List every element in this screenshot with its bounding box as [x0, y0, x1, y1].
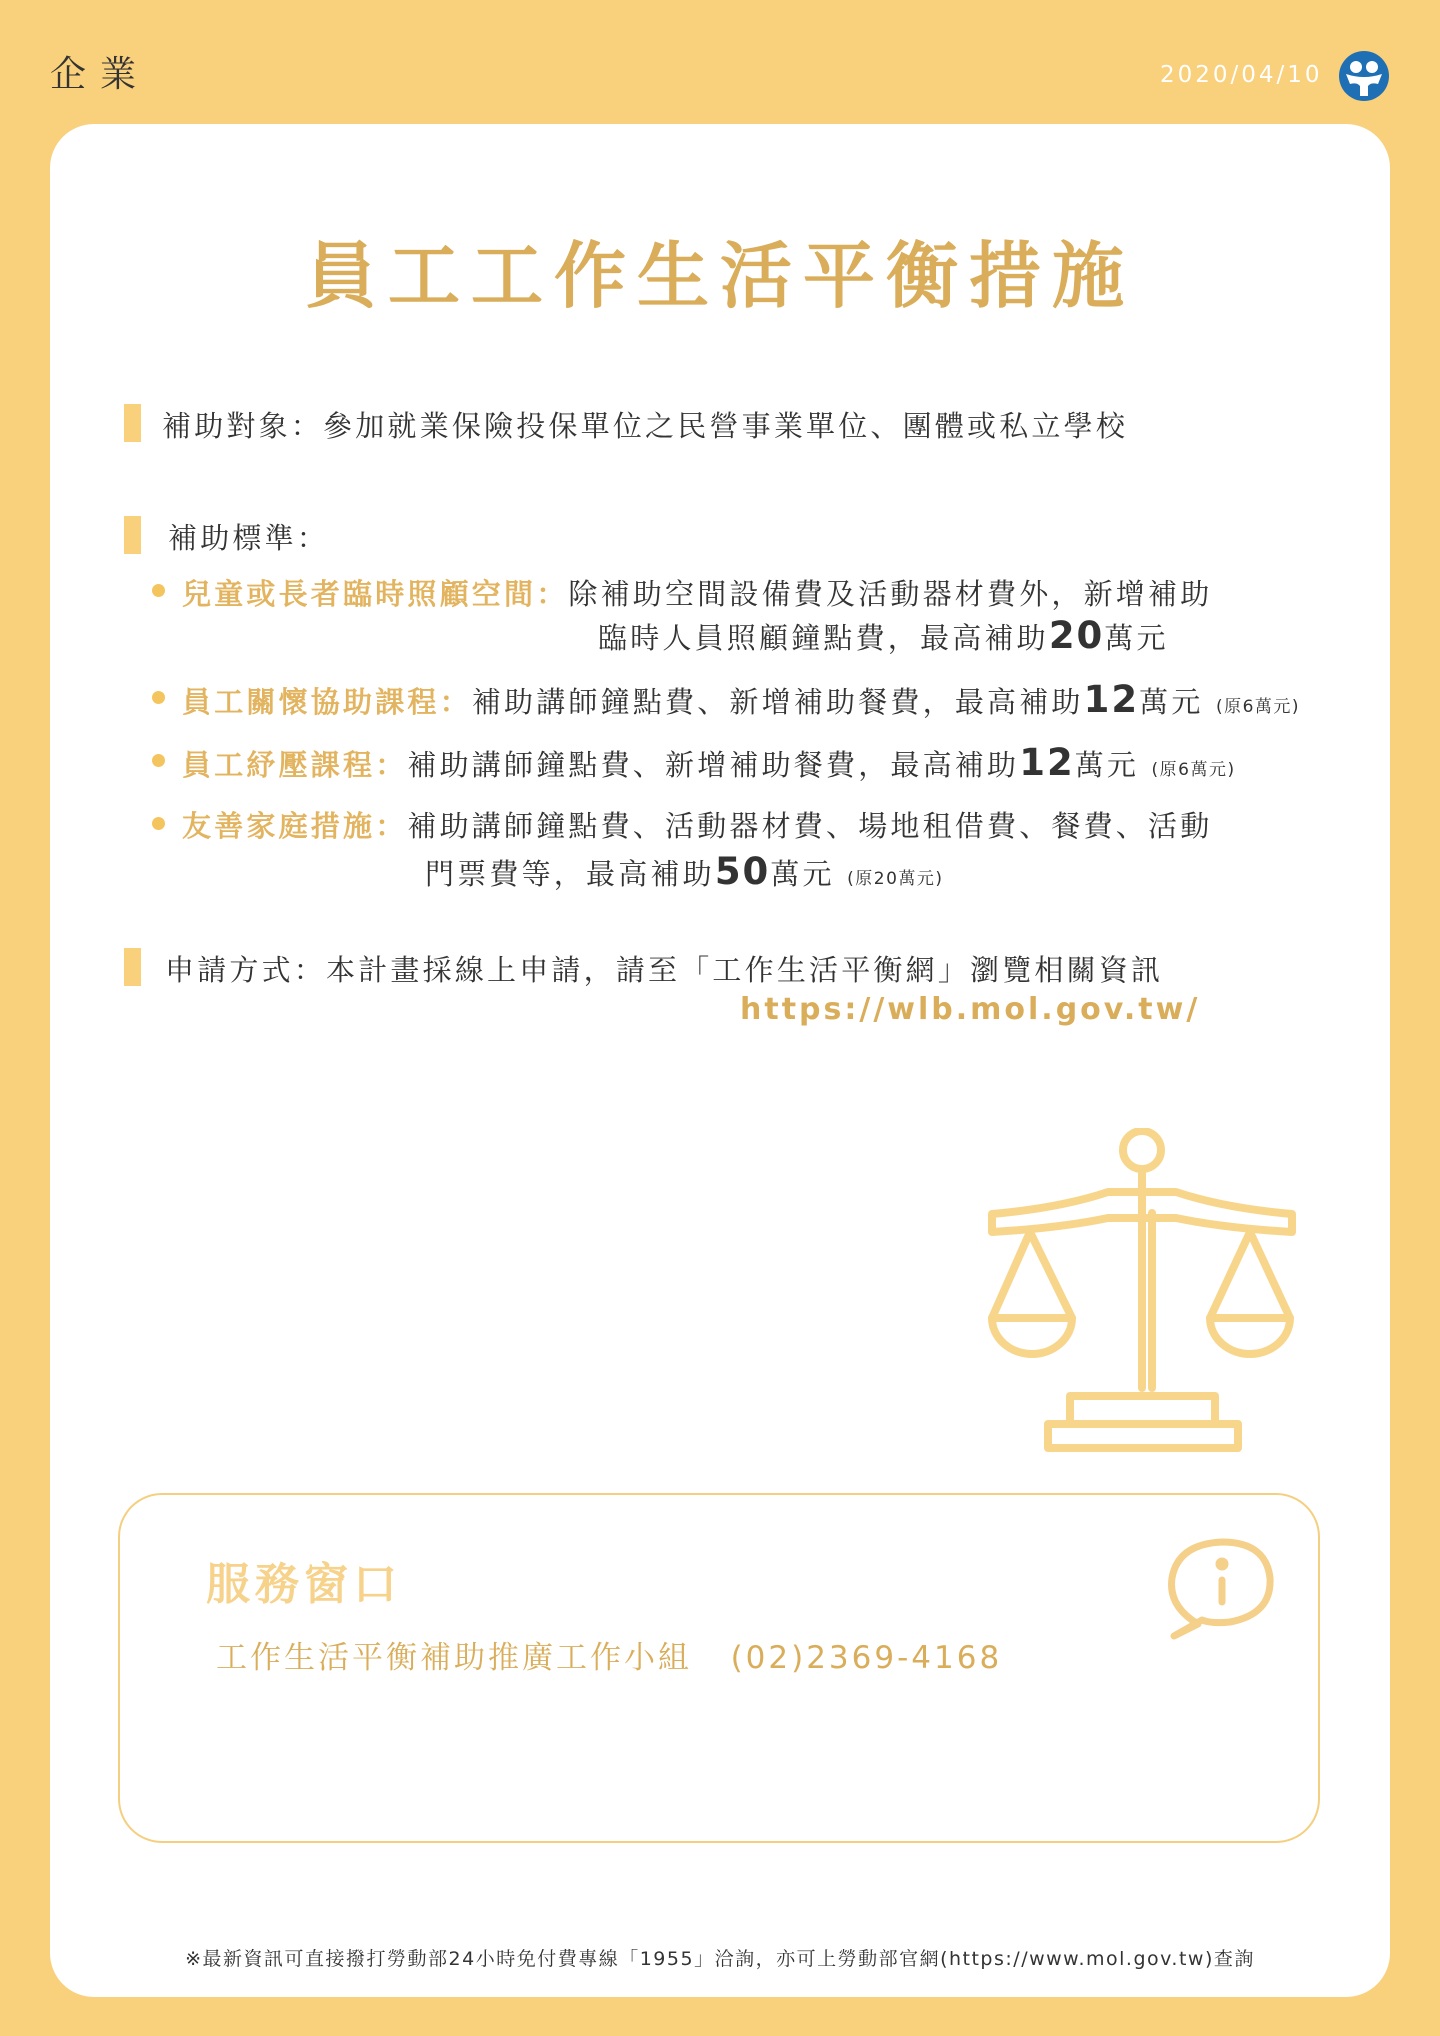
- standard-item-eap: [182, 678, 1300, 721]
- item-text: 門票費等，最高補助: [425, 857, 715, 891]
- original-amount-note: (原6萬元): [1151, 760, 1236, 780]
- bullet-dot: [152, 754, 165, 767]
- application-label: 申請方式：: [165, 953, 327, 987]
- item-name: 員工紓壓課程：: [182, 748, 408, 782]
- item-text: 除補助空間設備費及活動器材費外，新增補助: [568, 577, 1213, 611]
- eligibility-text: 參加就業保險投保單位之民營事業單位、團體或私立學校: [323, 409, 1129, 443]
- application-row: [165, 948, 1163, 989]
- service-contact-row: [216, 1632, 1002, 1677]
- bullet-dot: [152, 817, 165, 830]
- standard-item-stress-relief: [182, 741, 1236, 784]
- section-marker: [124, 948, 141, 986]
- eligibility-label: 補助對象：: [162, 409, 324, 443]
- footnote: ※最新資訊可直接撥打勞動部24小時免付費專線「1955」洽詢，亦可上勞動部官網(https://www.mol.gov.tw)查詢: [185, 1948, 1255, 1970]
- publish-date: 2020/04/10: [1160, 62, 1323, 88]
- item-text: 臨時人員照顧鐘點費，最高補助: [598, 621, 1049, 655]
- wlb-website-link[interactable]: https://wlb.mol.gov.tw/: [740, 992, 1201, 1027]
- item-name: 兒童或長者臨時照顧空間：: [182, 577, 569, 611]
- standard-item-childcare-line2: [598, 614, 1169, 657]
- service-window-title: 服務窗口: [206, 1559, 402, 1610]
- item-name: 員工關懷協助課程：: [182, 685, 472, 719]
- section-marker: [124, 404, 141, 442]
- subsidy-amount: 12: [1083, 678, 1140, 721]
- service-phone[interactable]: (02)2369-4168: [730, 1640, 1003, 1676]
- subsidy-amount: 20: [1048, 614, 1105, 657]
- bullet-dot: [152, 584, 165, 597]
- section-marker: [124, 516, 141, 554]
- standard-item-family-friendly-line2: [425, 850, 944, 893]
- subsidy-amount: 50: [714, 850, 771, 893]
- subsidy-amount: 12: [1019, 741, 1075, 784]
- item-text: 補助講師鐘點費、活動器材費、場地租借費、餐費、活動: [407, 809, 1213, 843]
- service-contact-name: 工作生活平衡補助推廣工作小組: [216, 1640, 692, 1676]
- standard-item-childcare: [182, 572, 1212, 613]
- bullet-dot: [152, 691, 165, 704]
- original-amount-note: (原20萬元): [847, 869, 944, 889]
- standard-item-family-friendly: [182, 804, 1212, 845]
- ministry-of-labor-logo-icon: [1338, 50, 1390, 102]
- info-bubble-icon: [1160, 1532, 1280, 1644]
- item-text: 補助講師鐘點費、新增補助餐費，最高補助: [471, 685, 1084, 719]
- application-text: 本計畫採線上申請，請至「工作生活平衡網」瀏覽相關資訊: [326, 953, 1164, 987]
- page-title: 員工工作生活平衡措施: [304, 234, 1135, 318]
- balance-scale-icon: [980, 1128, 1300, 1458]
- item-name: 友善家庭措施：: [182, 809, 408, 843]
- amount-unit: 萬元: [1074, 748, 1140, 782]
- category-label: 企業: [50, 54, 151, 95]
- amount-unit: 萬元: [1104, 621, 1169, 655]
- eligibility-row: [162, 404, 1128, 445]
- amount-unit: 萬元: [770, 857, 835, 891]
- standards-label: 補助標準：: [168, 521, 330, 555]
- item-text: 補助講師鐘點費、新增補助餐費，最高補助: [407, 748, 1020, 782]
- amount-unit: 萬元: [1139, 685, 1204, 719]
- original-amount-note: (原6萬元): [1215, 697, 1301, 717]
